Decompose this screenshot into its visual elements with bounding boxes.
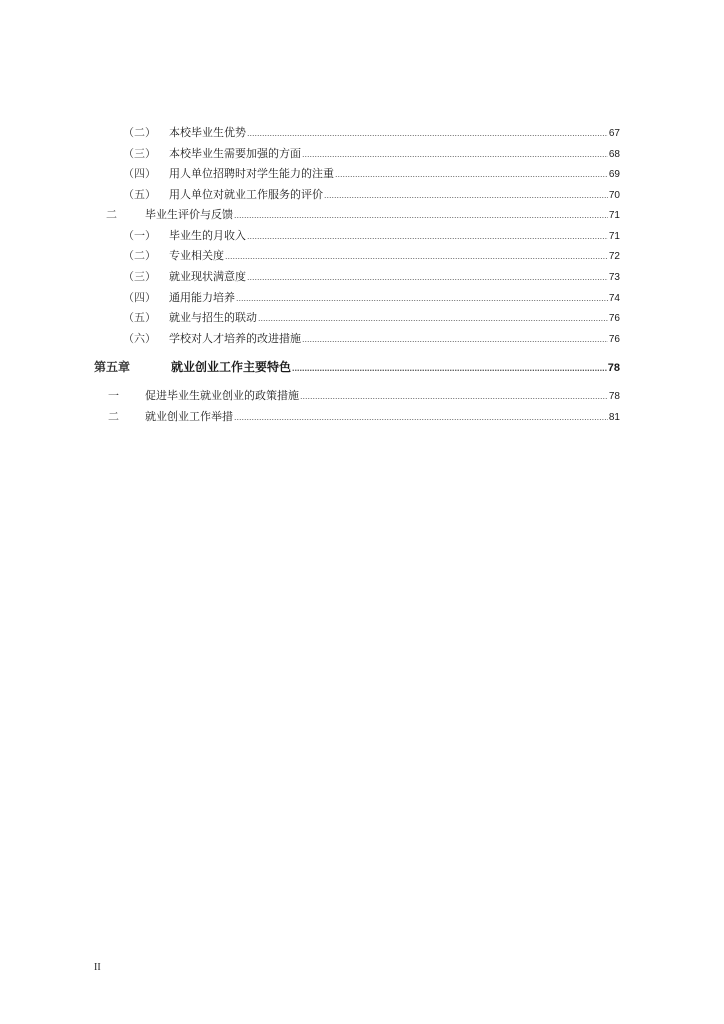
toc-entry-number: （一） bbox=[123, 229, 156, 242]
toc-entry[interactable] bbox=[123, 126, 620, 141]
toc-entry[interactable] bbox=[123, 332, 620, 347]
toc-chapter-page: 78 bbox=[607, 362, 620, 374]
toc-leader-dots bbox=[247, 229, 608, 243]
toc-entry[interactable] bbox=[123, 249, 620, 264]
toc-entry-number: （四） bbox=[123, 167, 156, 180]
toc-entry-title: 本校毕业生优势 bbox=[169, 126, 246, 139]
page-number: II bbox=[94, 962, 101, 973]
toc-leader-dots bbox=[302, 332, 608, 346]
toc-entry-title: 毕业生评价与反馈 bbox=[145, 208, 233, 221]
toc-leader-dots bbox=[225, 249, 608, 263]
toc-entry-page: 71 bbox=[608, 210, 620, 221]
toc-entry[interactable] bbox=[123, 291, 620, 306]
toc-entry-page: 71 bbox=[608, 231, 620, 242]
toc-chapter-entry[interactable] bbox=[94, 360, 620, 375]
toc-entry-page: 69 bbox=[608, 169, 620, 180]
toc-entry[interactable] bbox=[123, 311, 620, 326]
toc-entry[interactable] bbox=[123, 270, 620, 285]
toc-entry-number: （四） bbox=[123, 291, 156, 304]
toc-leader-dots bbox=[292, 361, 607, 375]
toc-entry-number: （二） bbox=[123, 249, 156, 262]
toc-entry-title: 本校毕业生需要加强的方面 bbox=[169, 147, 301, 160]
toc-entry-title: 促进毕业生就业创业的政策措施 bbox=[145, 389, 299, 402]
toc-entry-page: 67 bbox=[608, 128, 620, 139]
toc-entry-title: 用人单位招聘时对学生能力的注重 bbox=[169, 167, 334, 180]
toc-entry-page: 72 bbox=[608, 251, 620, 262]
toc-entry-title: 就业创业工作举措 bbox=[145, 410, 233, 423]
toc-entry-page: 74 bbox=[608, 293, 620, 304]
toc-entry-title: 专业相关度 bbox=[169, 249, 224, 262]
toc-entry[interactable] bbox=[123, 229, 620, 244]
toc-entry-page: 81 bbox=[608, 412, 620, 423]
toc-leader-dots bbox=[247, 270, 608, 284]
toc-entry-number: （三） bbox=[123, 147, 156, 160]
toc-section-entry[interactable] bbox=[108, 410, 620, 425]
toc-entry-title: 用人单位对就业工作服务的评价 bbox=[169, 188, 323, 201]
toc-entry-title: 通用能力培养 bbox=[169, 291, 235, 304]
toc-leader-dots bbox=[324, 188, 608, 202]
toc-entry[interactable] bbox=[123, 167, 620, 182]
toc-entry-number: 二 bbox=[108, 410, 119, 423]
toc-leader-dots bbox=[302, 147, 608, 161]
toc-entry-page: 76 bbox=[608, 334, 620, 345]
toc-leader-dots bbox=[300, 389, 608, 403]
toc-entry-page: 73 bbox=[608, 272, 620, 283]
toc-leader-dots bbox=[234, 410, 608, 424]
toc-entry-title: 就业与招生的联动 bbox=[169, 311, 257, 324]
toc-entry-number: 二 bbox=[106, 208, 117, 221]
toc-leader-dots bbox=[258, 311, 608, 325]
toc-entry-number: （五） bbox=[123, 311, 156, 324]
toc-chapter-title: 就业创业工作主要特色 bbox=[171, 360, 292, 374]
toc-entry-page: 68 bbox=[608, 149, 620, 160]
toc-entry-number: （三） bbox=[123, 270, 156, 283]
toc-section-entry[interactable] bbox=[106, 208, 620, 223]
toc-entry-number: （二） bbox=[123, 126, 156, 139]
toc-section-entry[interactable] bbox=[108, 389, 620, 404]
toc-entry-page: 70 bbox=[608, 190, 620, 201]
toc-entry[interactable] bbox=[123, 188, 620, 203]
toc-entry-page: 76 bbox=[608, 313, 620, 324]
toc-entry-number: 一 bbox=[108, 389, 119, 402]
toc-entry-title: 学校对人才培养的改进措施 bbox=[169, 332, 301, 345]
toc-entry-page: 78 bbox=[608, 391, 620, 402]
toc-entry-title: 毕业生的月收入 bbox=[169, 229, 246, 242]
toc-leader-dots bbox=[236, 291, 608, 305]
toc-chapter-number: 第五章 bbox=[94, 360, 131, 374]
toc-leader-dots bbox=[234, 208, 608, 222]
toc-leader-dots bbox=[335, 167, 608, 181]
toc-entry-title: 就业现状满意度 bbox=[169, 270, 246, 283]
toc-entry-number: （五） bbox=[123, 188, 156, 201]
toc-entry[interactable] bbox=[123, 147, 620, 162]
toc-entry-number: （六） bbox=[123, 332, 156, 345]
toc-leader-dots bbox=[247, 126, 608, 140]
